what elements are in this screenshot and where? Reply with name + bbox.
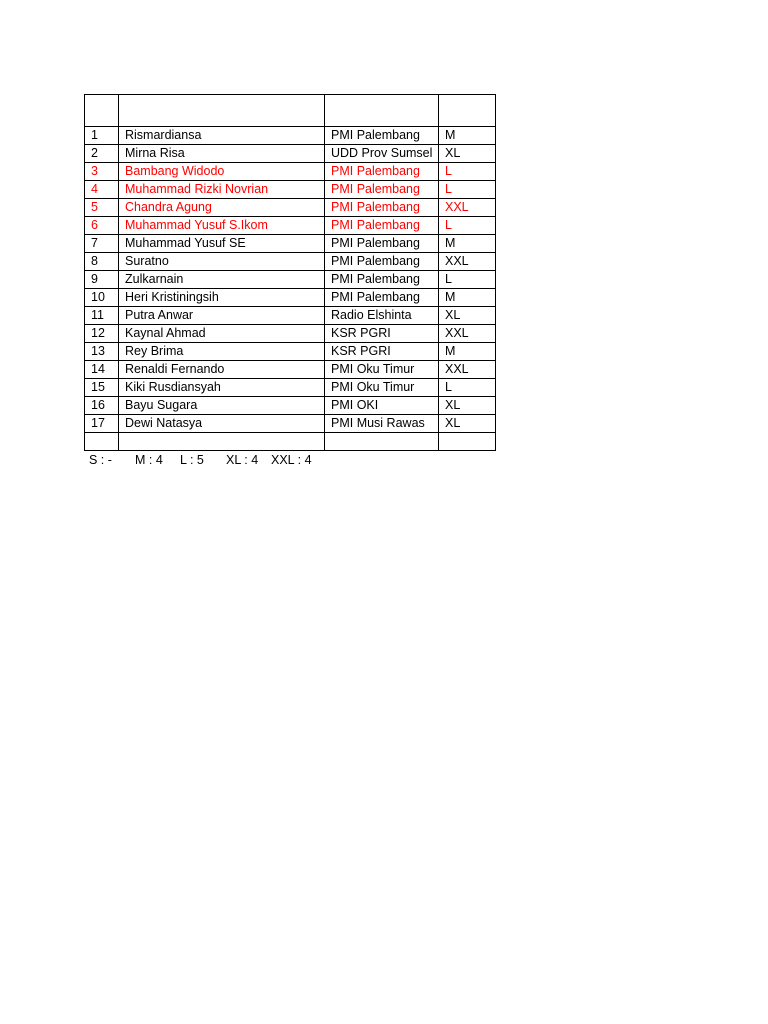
- empty-row: [85, 433, 496, 451]
- table-row: [85, 379, 496, 397]
- header-row: [85, 95, 496, 127]
- cell-name[interactable]: Mirna Risa: [119, 145, 325, 163]
- empty-cell[interactable]: [85, 433, 119, 451]
- cell-size[interactable]: L: [439, 163, 496, 181]
- cell-size[interactable]: L: [439, 181, 496, 199]
- empty-cell[interactable]: [439, 433, 496, 451]
- cell-org[interactable]: PMI Palembang: [325, 127, 439, 145]
- summary-xl: XL : 4: [226, 453, 259, 467]
- cell-size[interactable]: XXL: [439, 253, 496, 271]
- cell-org[interactable]: KSR PGRI: [325, 325, 439, 343]
- header-cell-size[interactable]: [439, 95, 496, 127]
- cell-org[interactable]: PMI Palembang: [325, 271, 439, 289]
- cell-org[interactable]: PMI Palembang: [325, 289, 439, 307]
- cell-no[interactable]: 11: [85, 307, 119, 325]
- cell-size[interactable]: L: [439, 217, 496, 235]
- cell-org[interactable]: PMI Oku Timur: [325, 379, 439, 397]
- cell-name[interactable]: Kiki Rusdiansyah: [119, 379, 325, 397]
- table-row: [85, 163, 496, 181]
- cell-name[interactable]: Bayu Sugara: [119, 397, 325, 415]
- cell-name[interactable]: Rey Brima: [119, 343, 325, 361]
- cell-org[interactable]: PMI Palembang: [325, 181, 439, 199]
- cell-no[interactable]: 6: [85, 217, 119, 235]
- cell-no[interactable]: 4: [85, 181, 119, 199]
- table-row: [85, 289, 496, 307]
- table-row: [85, 397, 496, 415]
- summary-s: S : -: [89, 453, 112, 467]
- empty-cell[interactable]: [325, 433, 439, 451]
- cell-size[interactable]: XXL: [439, 199, 496, 217]
- cell-size[interactable]: XXL: [439, 325, 496, 343]
- participant-table: [84, 94, 496, 451]
- cell-name[interactable]: Dewi Natasya: [119, 415, 325, 433]
- cell-size[interactable]: L: [439, 379, 496, 397]
- cell-no[interactable]: 2: [85, 145, 119, 163]
- summary-m: M : 4: [135, 453, 163, 467]
- cell-name[interactable]: Bambang Widodo: [119, 163, 325, 181]
- cell-name[interactable]: Suratno: [119, 253, 325, 271]
- cell-no[interactable]: 8: [85, 253, 119, 271]
- cell-org[interactable]: UDD Prov Sumsel: [325, 145, 439, 163]
- table-row: [85, 271, 496, 289]
- cell-no[interactable]: 17: [85, 415, 119, 433]
- cell-org[interactable]: PMI OKI: [325, 397, 439, 415]
- cell-name[interactable]: Renaldi Fernando: [119, 361, 325, 379]
- table-row: [85, 181, 496, 199]
- cell-org[interactable]: PMI Palembang: [325, 163, 439, 181]
- table-row: [85, 235, 496, 253]
- cell-size[interactable]: XL: [439, 307, 496, 325]
- cell-name[interactable]: Heri Kristiningsih: [119, 289, 325, 307]
- cell-name[interactable]: Muhammad Yusuf SE: [119, 235, 325, 253]
- table-row: [85, 217, 496, 235]
- table-row: [85, 325, 496, 343]
- cell-size[interactable]: XL: [439, 145, 496, 163]
- cell-name[interactable]: Rismardiansa: [119, 127, 325, 145]
- cell-org[interactable]: PMI Oku Timur: [325, 361, 439, 379]
- cell-name[interactable]: Kaynal Ahmad: [119, 325, 325, 343]
- cell-name[interactable]: Muhammad Yusuf S.Ikom: [119, 217, 325, 235]
- cell-no[interactable]: 3: [85, 163, 119, 181]
- cell-org[interactable]: PMI Palembang: [325, 217, 439, 235]
- summary-l: L : 5: [180, 453, 204, 467]
- cell-name[interactable]: Putra Anwar: [119, 307, 325, 325]
- cell-no[interactable]: 12: [85, 325, 119, 343]
- header-cell-org[interactable]: [325, 95, 439, 127]
- table-row: [85, 415, 496, 433]
- cell-org[interactable]: PMI Palembang: [325, 235, 439, 253]
- table-row: [85, 253, 496, 271]
- cell-org[interactable]: PMI Musi Rawas: [325, 415, 439, 433]
- spreadsheet-sheet: [84, 94, 495, 451]
- cell-size[interactable]: M: [439, 343, 496, 361]
- cell-no[interactable]: 7: [85, 235, 119, 253]
- cell-size[interactable]: M: [439, 235, 496, 253]
- table-row: [85, 127, 496, 145]
- table-row: [85, 361, 496, 379]
- cell-size[interactable]: L: [439, 271, 496, 289]
- cell-no[interactable]: 14: [85, 361, 119, 379]
- cell-no[interactable]: 15: [85, 379, 119, 397]
- cell-size[interactable]: M: [439, 127, 496, 145]
- cell-org[interactable]: PMI Palembang: [325, 199, 439, 217]
- cell-no[interactable]: 1: [85, 127, 119, 145]
- summary-xxl: XXL : 4: [271, 453, 312, 467]
- cell-org[interactable]: Radio Elshinta: [325, 307, 439, 325]
- cell-size[interactable]: M: [439, 289, 496, 307]
- cell-name[interactable]: Muhammad Rizki Novrian: [119, 181, 325, 199]
- table-row: [85, 343, 496, 361]
- cell-no[interactable]: 13: [85, 343, 119, 361]
- cell-name[interactable]: Zulkarnain: [119, 271, 325, 289]
- cell-size[interactable]: XL: [439, 397, 496, 415]
- cell-no[interactable]: 5: [85, 199, 119, 217]
- header-cell-name[interactable]: [119, 95, 325, 127]
- table-row: [85, 199, 496, 217]
- cell-name[interactable]: Chandra Agung: [119, 199, 325, 217]
- cell-size[interactable]: XL: [439, 415, 496, 433]
- cell-no[interactable]: 10: [85, 289, 119, 307]
- cell-org[interactable]: PMI Palembang: [325, 253, 439, 271]
- cell-no[interactable]: 16: [85, 397, 119, 415]
- cell-size[interactable]: XXL: [439, 361, 496, 379]
- header-cell-no[interactable]: [85, 95, 119, 127]
- table-row: [85, 145, 496, 163]
- cell-org[interactable]: KSR PGRI: [325, 343, 439, 361]
- cell-no[interactable]: 9: [85, 271, 119, 289]
- table-row: [85, 307, 496, 325]
- empty-cell[interactable]: [119, 433, 325, 451]
